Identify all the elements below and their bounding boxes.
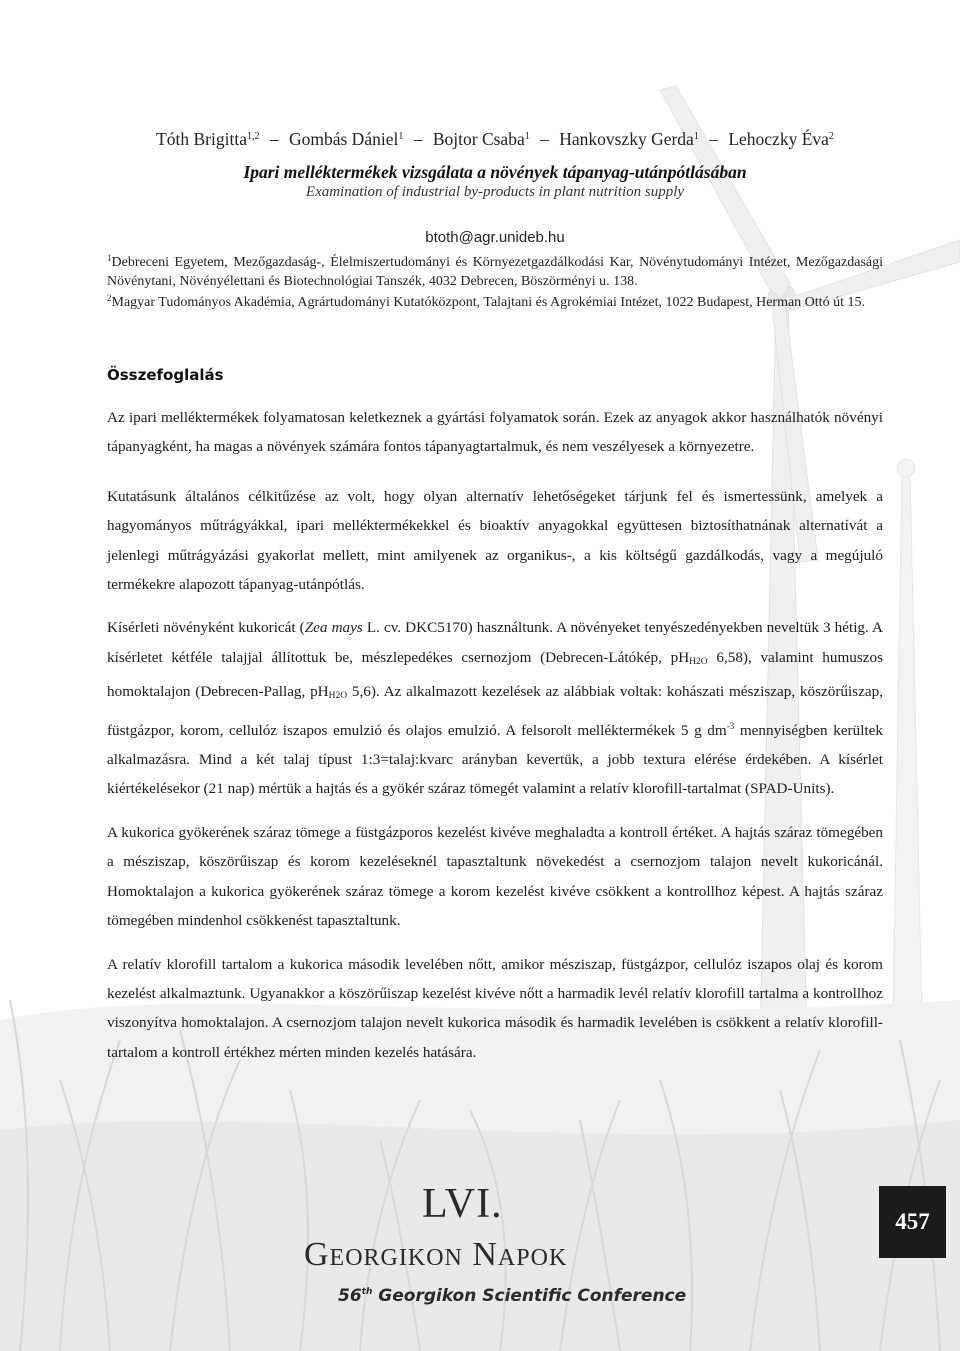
ordinal-suffix: th: [361, 1287, 373, 1297]
affiliation-2: [107, 289, 883, 312]
author-name: Bojtor Csaba: [432, 129, 525, 149]
paragraph: A kukorica gyökerének száraz tömege a füstgázporos kezelést kivéve meghaladta a kontroll értéket. A hajtás száraz tömegében a mésziszap, köszörűiszap és korom kezeléseknél tapasztaltunk növekedést a csernozjom talajon nevelt kukoricánál. Homoktalajon a kukorica gyökerének száraz tömege a korom kezelést kivéve csökkent a kontrollhoz képest. A hajtás száraz tömegében mindenhol csökkenést tapasztaltunk.: [107, 823, 883, 930]
affiliation-marker: 2: [107, 293, 112, 303]
page-number: 457: [895, 1209, 930, 1234]
paragraph-text: mennyiségben kerültek alkalmazásra. Mind a két talaj típust 1:3=talaj:kvarc arányban kevertük, a jobb textura elérése érdekében. A kísérlet kiértékelésekor (21 nap) mértük a hajtás és a gyökér száraz tömegét valamint a relatív klorofill-tartalmat (SPAD-Units).: [107, 721, 883, 798]
author-separator: –: [413, 129, 423, 149]
paragraph-text: Kísérleti növényként kukoricát (: [107, 619, 305, 637]
author-affiliation-marker: 1: [524, 131, 530, 142]
subscript: H2O: [328, 691, 348, 702]
paragraph-text: L. cv. DKC5170) használtunk. A növényeket tenyészedényekben neveltük 3 hétig. A kísérletet kétféle talajjal állítottuk be, mészlepedékes csernozjom (Debrecen-Látókép, pH: [107, 619, 883, 666]
conference-edition: LVI.: [422, 1181, 503, 1227]
affiliation-1: [107, 249, 883, 291]
paper-title-english: Examination of industrial by-products in plant nutrition supply: [305, 184, 685, 200]
author-affiliation-marker: 1: [398, 131, 404, 142]
paragraph-text: 6,58), valamint humuszos homoktalajon (Debrecen-Pallag, pH: [107, 648, 884, 701]
superscript: -3: [726, 720, 735, 731]
author-affiliation-marker: 2: [828, 131, 834, 142]
paragraph-text: 5,6). Az alkalmazott kezelések az alábbiak voltak: kohászati mésziszap, köszörűiszap, füstgázpor, korom, cellulóz iszapos emulzió és olajos emulzió. A felsorolt melléktermékek 5 g dm: [107, 683, 883, 739]
conference-subtitle-text: Georgikon Scientific Conference: [372, 1286, 687, 1306]
contact-email[interactable]: btoth@agr.unideb.hu: [425, 229, 565, 246]
conference-name: Georgikon Napok: [304, 1236, 568, 1273]
author-affiliation-marker: 1: [693, 131, 699, 142]
paragraph: A relatív klorofill tartalom a kukorica második levelében nőtt, amikor mésziszap, füstgázpor, cellulóz iszapos olaj és korom kezelést alkalmaztunk. Ugyanakkor a köszörűiszap kezelést kivéve nőtt a harmadik levél relatív klorofill tartalma a kontrollhoz viszonyítva homoktalajon. A csernozjom talajon nevelt kukorica második és harmadik levelében is csökkent a relatív klorofill-tartalom a kontroll értékhez mérten minden kezelés hatására.: [107, 955, 883, 1061]
species-name: Zea mays: [304, 619, 363, 637]
author-separator: –: [540, 129, 549, 149]
author-name: Gombás Dániel: [288, 129, 399, 149]
page-number-box: [879, 1186, 946, 1258]
author-name: Hankovszky Gerda: [559, 129, 694, 149]
author-list: [107, 129, 883, 150]
author-name: Tóth Brigitta: [156, 129, 247, 149]
affiliation-marker: 1: [107, 253, 112, 263]
author-separator: –: [709, 129, 718, 149]
abstract-body: [107, 403, 883, 1081]
author-affiliation-marker: 1,2: [246, 131, 260, 142]
paper-title: Ipari melléktermékek vizsgálata a növények tápanyag-utánpótlásában: [243, 162, 747, 182]
conference-subtitle: [338, 1286, 686, 1306]
affiliation-text: Magyar Tudományos Akadémia, Agrártudományi Kutatóközpont, Talajtani és Agrokémiai Intézet, 1022 Budapest, Herman Ottó út 15.: [111, 295, 865, 310]
paragraph: [107, 613, 883, 803]
paragraph: Az ipari melléktermékek folyamatosan keletkeznek a gyártási folyamatok során. Ezek az anyagok akkor használhatók növényi tápanyagként, ha magas a növények számára fontos tápanyagtartalmuk, és nem veszélyesek a környezetre.: [107, 409, 883, 456]
affiliation-text: Debreceni Egyetem, Mezőgazdaság-, Élelmiszertudományi és Környezetgazdálkodási Kar, Növénytudományi Intézet, Mezőgazdasági Növénytani, Növényélettani és Biotechnológiai Tanszék, 4032 Debrecen, Böszörményi u. 138.: [107, 255, 883, 289]
section-heading: Összefoglalás: [107, 366, 224, 384]
conference-number: 56: [338, 1286, 362, 1306]
subscript: H2O: [689, 656, 708, 667]
author-separator: –: [269, 129, 279, 149]
author-name: Lehoczky Éva: [728, 129, 829, 149]
paragraph: Kutatásunk általános célkitűzése az volt, hogy olyan alternatív lehetőségeket tárjunk fel és ismertessünk, amelyek a hagyományos műtrágyákkal, ipari melléktermékekkel és bioaktív anyagokkal együttesen biztosíthatnának alternatívát a jelenlegi műtrágyázási gyakorlat mellett, mint amilyenek az organikus-, a kis költségű gazdálkodás, vagy a megújuló termékekre alapozott tápanyag-utánpótlás.: [107, 487, 883, 594]
